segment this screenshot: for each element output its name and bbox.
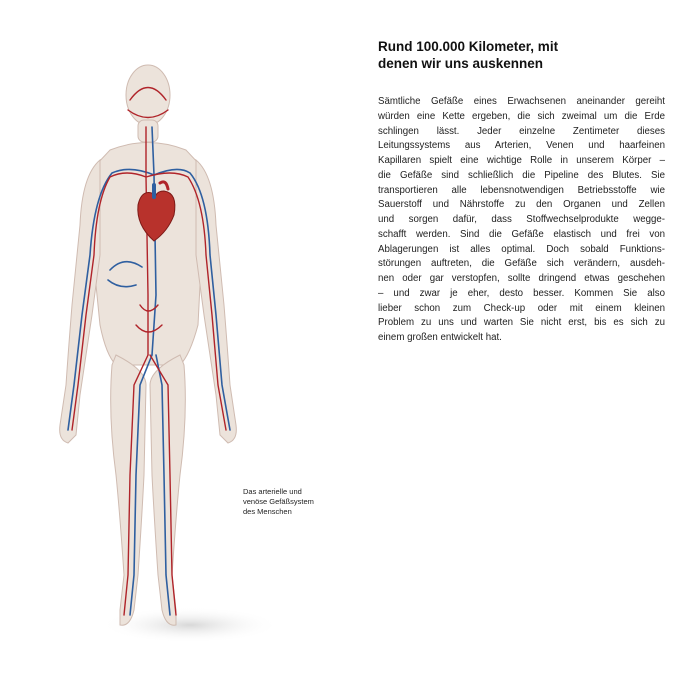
caption-line: Das arterielle und: [243, 487, 302, 496]
body-line: transportieren alle lebensnotwendigen Betriebsstoffe wie: [378, 184, 665, 196]
body-line: einem großen entwickelt hat.: [378, 332, 502, 343]
caption-line: venöse Gefäßsystem: [243, 497, 314, 506]
figure-caption: [243, 487, 343, 517]
body-line: Sauerstoff und Nährstoffe zu den Organen und Zellen: [378, 199, 665, 211]
body-line: Ablagerungen ist alles optimal. Doch sobald Funktions-: [378, 243, 665, 255]
body-line: Problem zu uns und warten Sie nicht erst, bis es sich zu: [378, 317, 665, 329]
body-line: Sämtliche Gefäße eines Erwachsenen aneinander gereiht: [378, 96, 665, 107]
circulatory-system-illustration: [50, 55, 290, 655]
body-line: schlingen lässt. Jeder einzelne Zentimeter dieses: [378, 125, 665, 137]
article-heading: [378, 38, 678, 72]
body-line: würden eine Kette ergeben, die sich zweimal um die Erde: [378, 110, 665, 122]
body-line: – und zwar je eher, desto besser. Kommen Sie also: [378, 287, 665, 299]
body-line: lieber schon zum Check-up oder mit einem kleinen: [378, 302, 665, 314]
body-line: nen oder gar verstopfen, sollte dringend etwas geschehen: [378, 273, 665, 284]
body-line: Leitungssystems aus Arterien, Venen und haarfeinen: [378, 140, 665, 152]
body-line: schafft werden. Sind die Gefäße elastisch und frei von: [378, 228, 665, 240]
body-line: und sorgen dafür, dass Stoffwechselprodukte wegge-: [378, 214, 665, 225]
article-body: [378, 95, 665, 346]
body-line: Kapillaren spielt eine wichtige Rolle in unserem Körper –: [378, 155, 665, 166]
body-line: störungen auftreten, die Gefäße sich verändern, ausdeh-: [378, 258, 665, 270]
heading-line: Rund 100.000 Kilometer, mit: [378, 39, 559, 54]
human-body-figure: [50, 55, 290, 655]
caption-line: des Menschen: [243, 507, 292, 516]
heading-line: denen wir uns auskennen: [378, 56, 544, 71]
body-line: die Gefäße sind schließlich die Pipeline des Blutes. Sie: [378, 169, 665, 181]
